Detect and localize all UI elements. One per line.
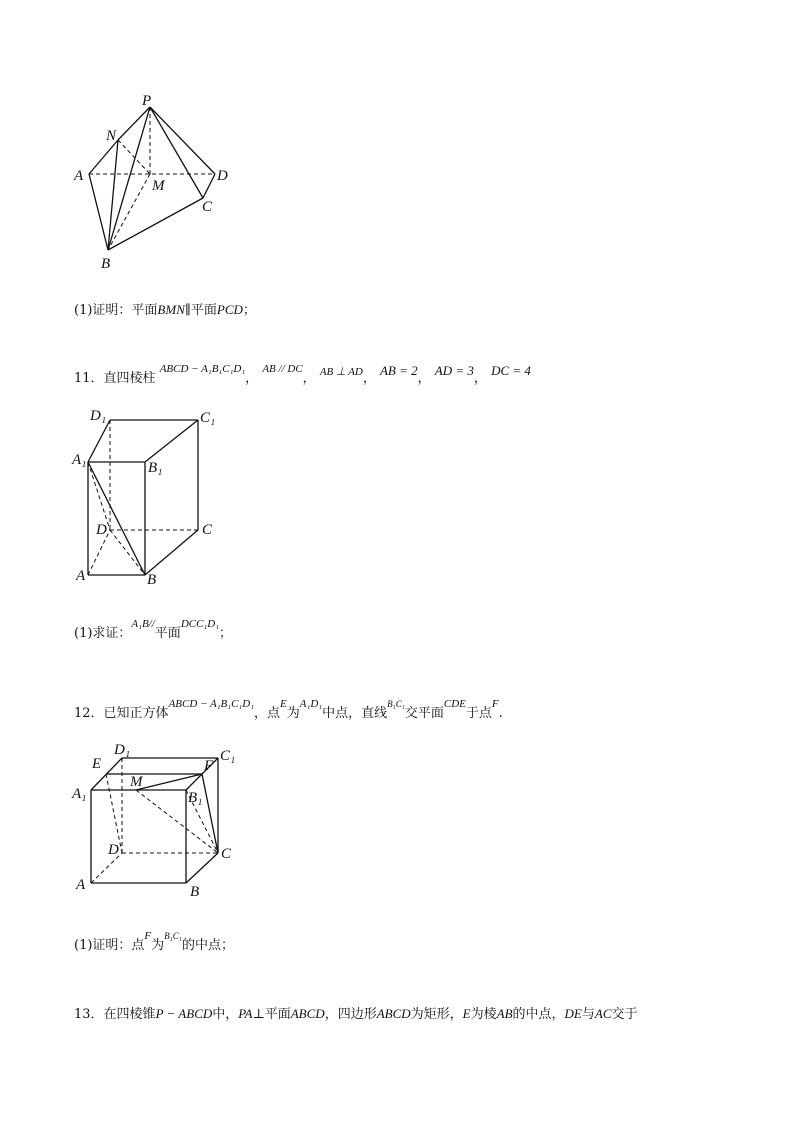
label-M: M xyxy=(130,774,143,790)
label-M: M xyxy=(152,178,165,194)
label-C: C xyxy=(202,199,213,215)
figure-cube xyxy=(64,738,244,903)
q13-t8: 与 xyxy=(581,1007,595,1022)
q11-cond-ab: AB = 2 xyxy=(379,363,418,378)
q10-plane-bmn: BMN xyxy=(157,302,185,317)
label-C: C xyxy=(202,522,213,538)
figure-prism-svg xyxy=(70,400,240,595)
label-E: E xyxy=(92,756,102,772)
label-A1: A₁ xyxy=(72,786,87,802)
q11-part1-plane-word: 平面 xyxy=(154,626,181,641)
label-D: D xyxy=(96,522,107,538)
q11-prism: ABCD − A₁B₁C₁D₁ xyxy=(159,363,246,375)
q13-pa: PA xyxy=(238,1006,253,1021)
q11-sep2: ， xyxy=(302,371,316,386)
q13-t1: 在四棱锥 xyxy=(103,1007,156,1022)
q12-part1-seg: B₁C₁ xyxy=(164,931,182,941)
q10-part1 xyxy=(74,302,256,319)
figure-prism xyxy=(70,400,240,595)
q12-point-e: E xyxy=(280,698,287,710)
q12-t6: . xyxy=(498,706,503,721)
q13-ac: AC xyxy=(594,1006,612,1021)
q12-cde: CDE xyxy=(443,698,466,710)
q13-pyramid: P − ABCD xyxy=(155,1006,213,1021)
label-C1: C₁ xyxy=(220,748,236,764)
q13-t5: 为矩形， xyxy=(410,1007,463,1022)
q13-t9: 交于 xyxy=(611,1007,638,1022)
q12-b1c1: B₁C₁ xyxy=(387,699,405,709)
q11-part1 xyxy=(74,618,233,642)
q13-abcd1: ABCD xyxy=(290,1006,325,1021)
label-B: B xyxy=(147,572,157,588)
q11-sep4: ， xyxy=(417,371,431,386)
label-A: A xyxy=(76,877,86,893)
q13-t7: 的中点， xyxy=(512,1007,565,1022)
q11-sep1: ， xyxy=(245,371,259,386)
label-B1: B₁ xyxy=(148,460,163,476)
label-A: A xyxy=(74,168,84,184)
q11-sep3: ， xyxy=(362,371,376,386)
q12-t1: ，点 xyxy=(254,706,281,721)
q11-statement xyxy=(74,363,531,387)
q11-part1-prefix: (1)求证： xyxy=(74,626,132,641)
figure-pyramid-svg xyxy=(60,90,260,275)
q12-t5: 于点 xyxy=(465,706,492,721)
label-A: A xyxy=(76,568,86,584)
label-B: B xyxy=(101,256,111,272)
q10-mid: 平面 xyxy=(190,303,217,318)
q12-t4: 交平面 xyxy=(404,706,444,721)
q10-end: ； xyxy=(242,303,256,318)
q11-cond-ad: AD = 3 xyxy=(434,363,474,378)
q13-e: E xyxy=(462,1006,471,1021)
q11-cond-perp: AB ⊥ AD xyxy=(319,366,363,378)
label-B: B xyxy=(190,884,200,900)
label-C1: C₁ xyxy=(200,410,216,426)
q12-t2: 为 xyxy=(286,706,300,721)
q13-t2: 中， xyxy=(212,1007,239,1022)
label-C: C xyxy=(221,846,232,862)
q13-t6: 为棱 xyxy=(470,1007,497,1022)
q10-plane-pcd: PCD xyxy=(216,302,243,317)
label-D: D xyxy=(217,168,228,184)
q11-sep5: ， xyxy=(473,371,487,386)
label-N: N xyxy=(106,128,117,144)
q12-part1 xyxy=(74,930,234,954)
q13-t4: ，四边形 xyxy=(324,1007,377,1022)
q12-point-f: F xyxy=(491,698,499,710)
q11-intro: 直四棱柱 xyxy=(103,371,156,386)
q11-number: 11． xyxy=(74,371,104,386)
q12-cube: ABCD − A₁B₁C₁D₁ xyxy=(168,698,255,710)
label-A1: A₁ xyxy=(72,452,87,468)
label-F: F xyxy=(204,758,214,774)
q12-a1d1: A₁D₁ xyxy=(299,698,323,710)
q13-ab: AB xyxy=(496,1006,513,1021)
label-P: P xyxy=(142,93,152,109)
q13-de: DE xyxy=(564,1006,582,1021)
q12-number: 12． xyxy=(74,706,104,721)
q12-intro: 已知正方体 xyxy=(103,706,169,721)
label-D1: D₁ xyxy=(114,742,131,758)
q13-t3: 平面 xyxy=(264,1007,291,1022)
label-D1: D₁ xyxy=(90,408,107,424)
q10-parallel: ∥ xyxy=(184,303,191,318)
figure-pyramid xyxy=(60,90,260,275)
q13-number: 13． xyxy=(74,1007,104,1022)
q13-abcd2: ABCD xyxy=(376,1006,411,1021)
q11-part1-end: ； xyxy=(219,626,233,641)
q12-part1-f: F xyxy=(144,930,152,942)
q11-part1-line: A₁B// xyxy=(131,618,155,630)
q12-t3: 中点，直线 xyxy=(322,706,388,721)
q12-part1-prefix: (1)证明：点 xyxy=(74,938,145,953)
q13-statement xyxy=(74,1006,638,1023)
q13-perp: ⊥ xyxy=(252,1007,265,1022)
q11-part1-plane: DCC₁D₁ xyxy=(180,618,220,630)
q12-part1-end: 的中点； xyxy=(181,938,234,953)
q12-statement xyxy=(74,698,503,722)
figure-cube-svg xyxy=(64,738,244,903)
label-D: D xyxy=(108,842,119,858)
q12-part1-wei: 为 xyxy=(151,938,165,953)
label-B1: B₁ xyxy=(188,790,203,806)
q11-cond-parallel: AB // DC xyxy=(262,363,303,375)
q11-cond-dc: DC = 4 xyxy=(491,363,531,378)
q10-part1-prefix: (1)证明：平面 xyxy=(74,303,158,318)
